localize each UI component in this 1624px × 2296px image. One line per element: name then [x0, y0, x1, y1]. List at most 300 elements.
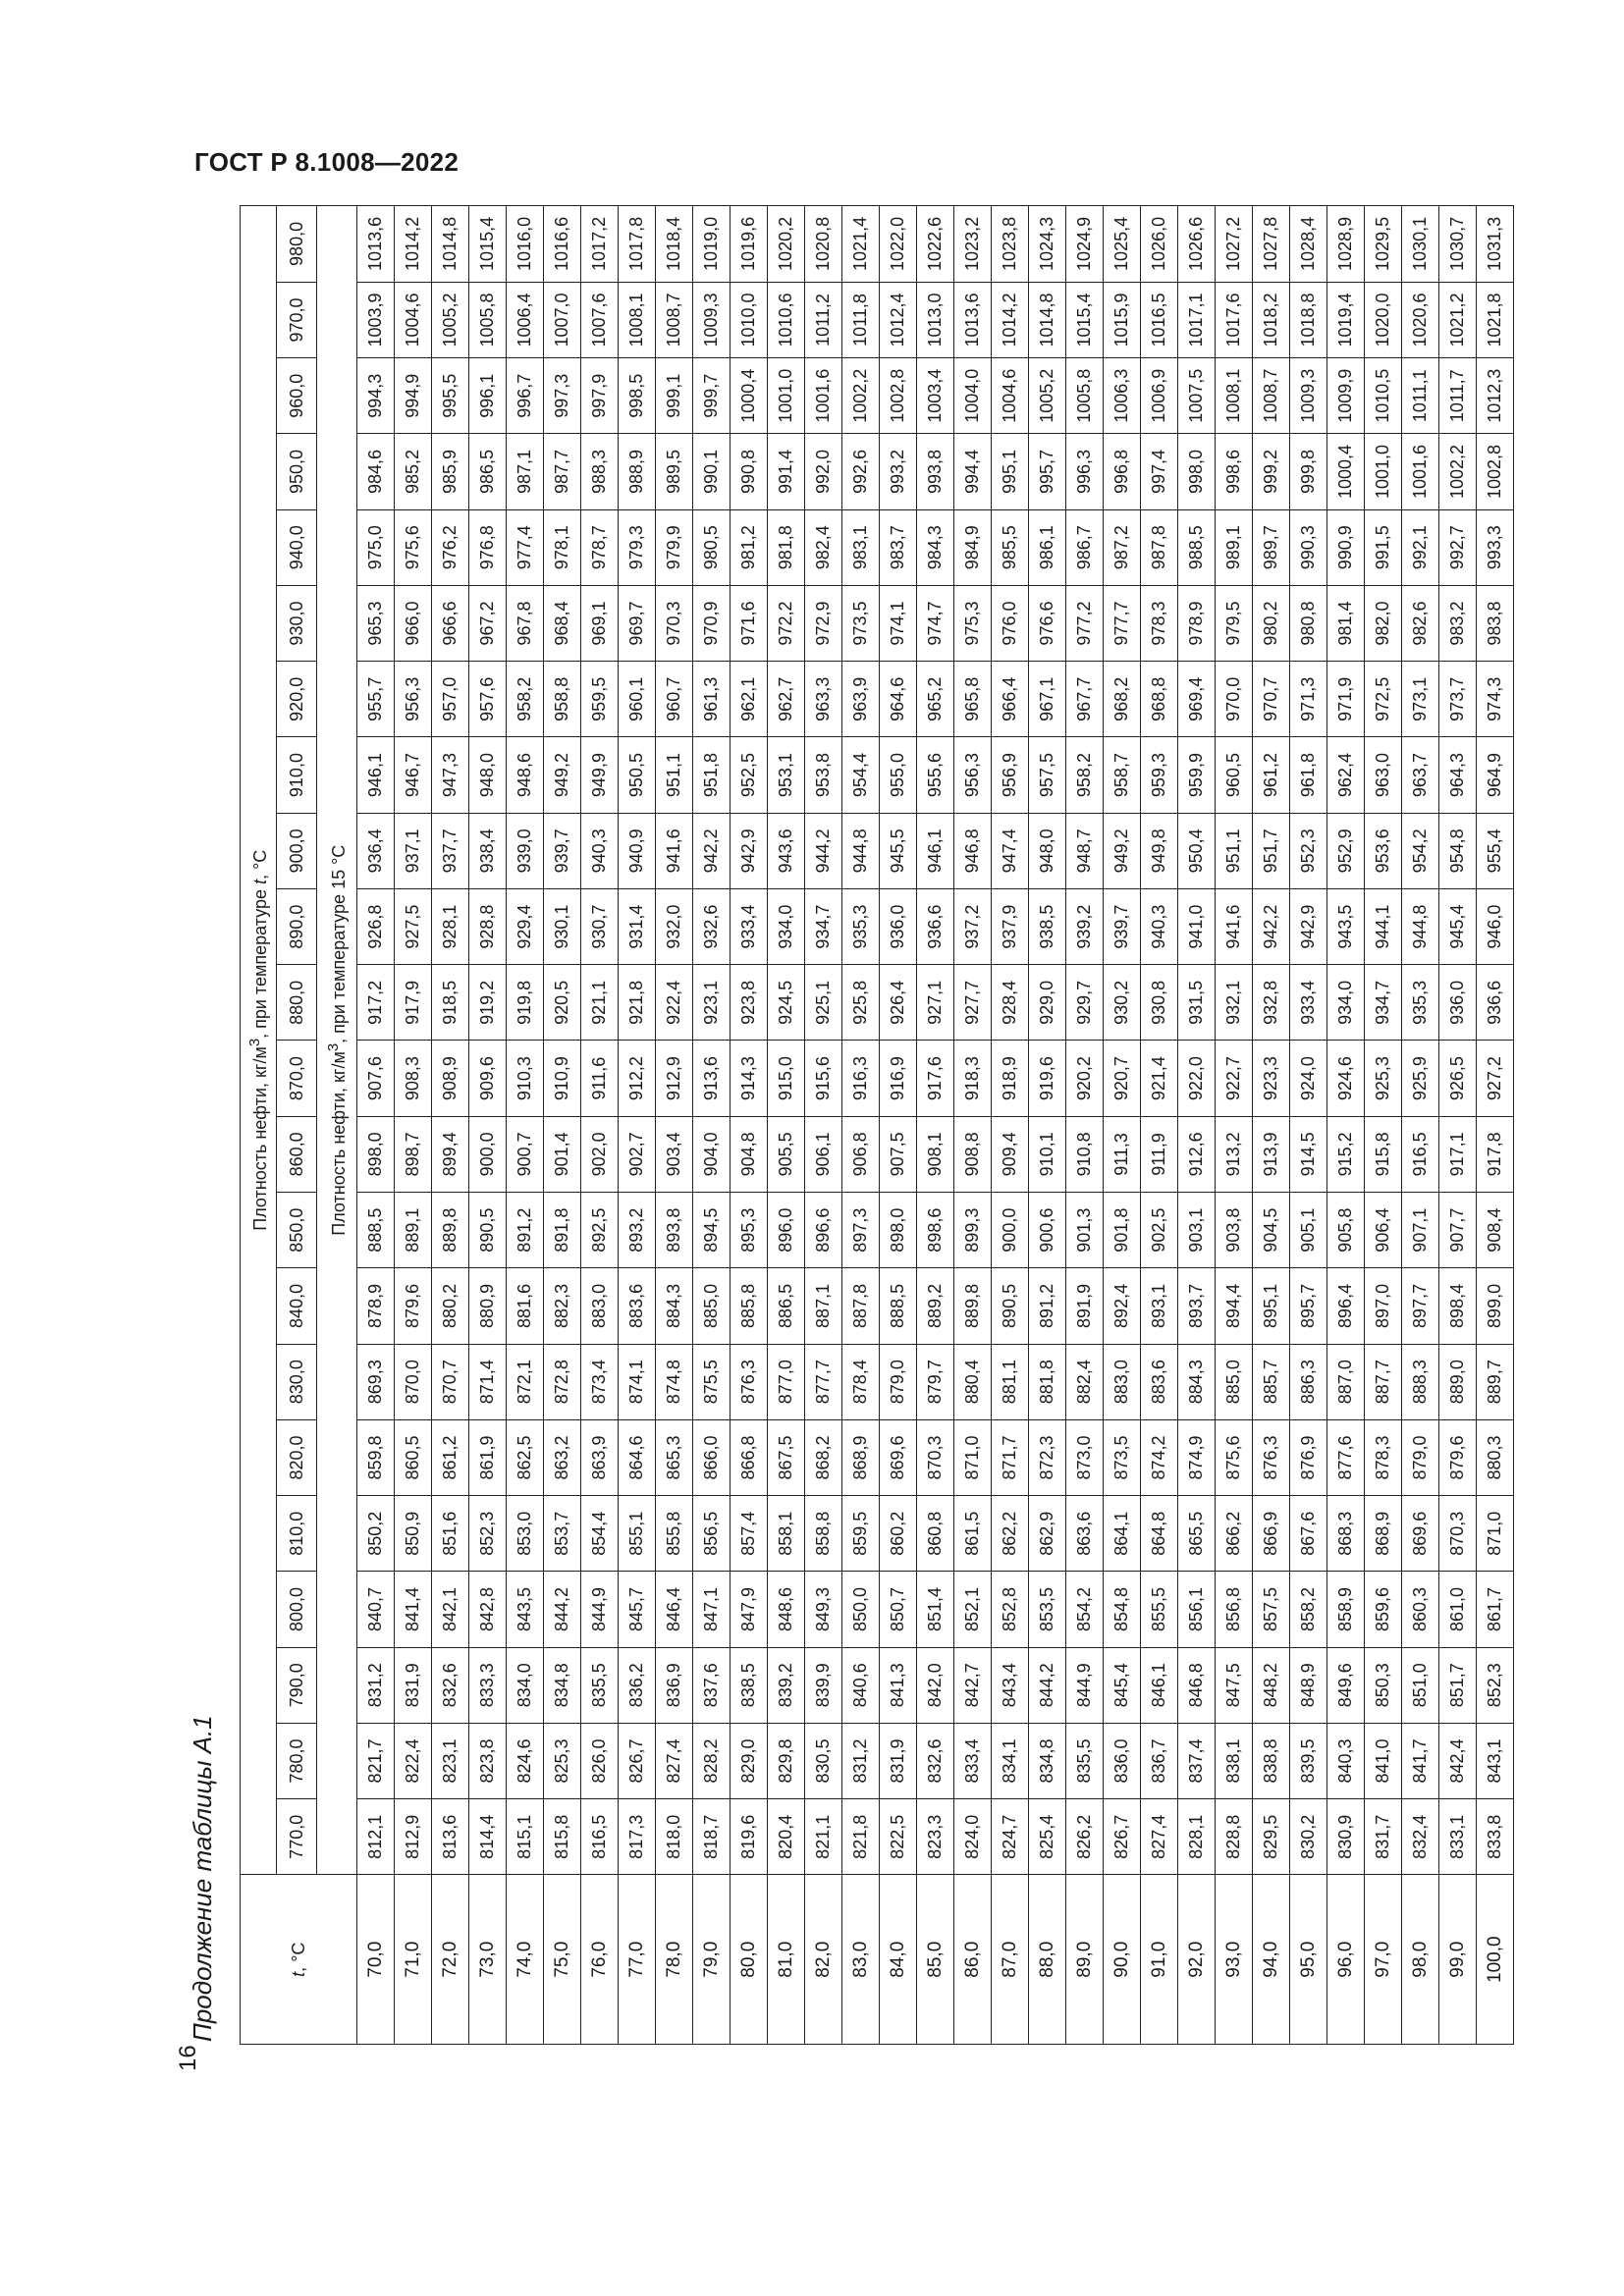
- density-column-header: 870,0: [277, 1041, 317, 1116]
- temperature-cell: 71,0: [395, 1875, 432, 2045]
- density-value-cell: 872,3: [1029, 1419, 1066, 1495]
- density-value-cell: 834,1: [992, 1723, 1029, 1798]
- density-value-cell: 1005,2: [432, 282, 469, 357]
- density-column-header: 770,0: [277, 1799, 317, 1875]
- density-value-cell: 905,8: [1327, 1193, 1365, 1268]
- density-column-header: 980,0: [277, 206, 317, 283]
- density-value-cell: 939,0: [507, 813, 544, 888]
- density-value-cell: 873,0: [1066, 1419, 1104, 1495]
- density-value-cell: 836,9: [656, 1647, 693, 1723]
- density-value-cell: 908,4: [1477, 1193, 1514, 1268]
- density-value-cell: 815,1: [507, 1799, 544, 1875]
- density-value-cell: 917,1: [1439, 1116, 1477, 1192]
- density-value-cell: 895,1: [1253, 1268, 1290, 1344]
- table-row: [1066, 206, 1104, 2045]
- table-caption: Продолжение таблицы А.1: [188, 1715, 217, 2042]
- density-value-cell: 977,2: [1066, 585, 1104, 661]
- density-value-cell: 829,5: [1253, 1799, 1290, 1875]
- density-value-cell: 874,1: [619, 1344, 656, 1419]
- density-value-cell: 990,3: [1290, 509, 1327, 585]
- density-value-cell: 1023,8: [992, 206, 1029, 283]
- density-value-cell: 997,9: [581, 358, 619, 434]
- density-value-cell: 1013,6: [954, 282, 992, 357]
- density-value-cell: 893,2: [619, 1193, 656, 1268]
- density-value-cell: 931,5: [1178, 965, 1216, 1041]
- density-value-cell: 879,7: [917, 1344, 954, 1419]
- density-value-cell: 1015,9: [1104, 282, 1141, 357]
- density-value-cell: 855,1: [619, 1496, 656, 1572]
- density-value-cell: 926,8: [357, 888, 395, 964]
- density-value-cell: 853,5: [1029, 1572, 1066, 1647]
- density-value-cell: 954,8: [1439, 813, 1477, 888]
- density-value-cell: 901,4: [544, 1116, 581, 1192]
- density-value-cell: 1006,9: [1141, 358, 1178, 434]
- density-value-cell: 1008,1: [1216, 358, 1253, 434]
- density-value-cell: 942,9: [1290, 888, 1327, 964]
- density-value-cell: 894,5: [693, 1193, 731, 1268]
- density-value-cell: 874,9: [1178, 1419, 1216, 1495]
- density-value-cell: 889,0: [1439, 1344, 1477, 1419]
- density-value-cell: 983,1: [842, 509, 880, 585]
- density-value-cell: 968,4: [544, 585, 581, 661]
- density-value-cell: 963,9: [842, 662, 880, 737]
- density-value-cell: 885,8: [731, 1268, 768, 1344]
- density-value-cell: 927,7: [954, 965, 992, 1041]
- density-value-cell: 882,4: [1066, 1344, 1104, 1419]
- density-value-cell: 970,3: [656, 585, 693, 661]
- density-value-cell: 937,1: [395, 813, 432, 888]
- density-value-cell: 885,7: [1253, 1344, 1290, 1419]
- density-value-cell: 907,5: [880, 1116, 917, 1192]
- table-row: [693, 206, 731, 2045]
- density-value-cell: 1011,1: [1402, 358, 1439, 434]
- density-value-cell: 959,3: [1141, 737, 1178, 813]
- density-value-cell: 851,0: [1402, 1647, 1439, 1723]
- density-value-cell: 999,7: [693, 358, 731, 434]
- document-header: ГОСТ Р 8.1008—2022: [194, 147, 460, 177]
- table-row: [619, 206, 656, 2045]
- density-value-cell: 942,2: [693, 813, 731, 888]
- density-value-cell: 941,0: [1178, 888, 1216, 964]
- density-value-cell: 826,7: [619, 1723, 656, 1798]
- density-value-cell: 989,5: [656, 434, 693, 509]
- density-value-cell: 965,2: [917, 662, 954, 737]
- density-value-cell: 873,5: [1104, 1419, 1141, 1495]
- density-value-cell: 1010,6: [768, 282, 805, 357]
- density-value-cell: 1002,8: [1477, 434, 1514, 509]
- density-value-cell: 836,7: [1141, 1723, 1178, 1798]
- density-value-cell: 906,4: [1365, 1193, 1402, 1268]
- density-value-cell: 923,8: [731, 965, 768, 1041]
- density-value-cell: 872,1: [507, 1344, 544, 1419]
- density-value-cell: 843,5: [507, 1572, 544, 1647]
- density-value-cell: 983,7: [880, 509, 917, 585]
- temperature-cell: 78,0: [656, 1875, 693, 2045]
- density-value-cell: 945,4: [1439, 888, 1477, 964]
- density-value-cell: 995,1: [992, 434, 1029, 509]
- density-value-cell: 912,6: [1178, 1116, 1216, 1192]
- density-value-cell: 944,8: [842, 813, 880, 888]
- density-value-cell: 953,1: [768, 737, 805, 813]
- table-row: [1141, 206, 1178, 2045]
- density-value-cell: 919,6: [1029, 1041, 1066, 1116]
- density-value-cell: 985,5: [992, 509, 1029, 585]
- density-value-cell: 976,8: [469, 509, 507, 585]
- density-value-cell: 1015,4: [1066, 282, 1104, 357]
- density-value-cell: 883,6: [1141, 1344, 1178, 1419]
- density-value-cell: 1023,2: [954, 206, 992, 283]
- density-value-cell: 877,6: [1327, 1419, 1365, 1495]
- density-value-cell: 861,2: [432, 1419, 469, 1495]
- density-value-cell: 1015,4: [469, 206, 507, 283]
- density-value-cell: 902,0: [581, 1116, 619, 1192]
- table-row: [656, 206, 693, 2045]
- density-value-cell: 898,4: [1439, 1268, 1477, 1344]
- density-value-cell: 1013,6: [357, 206, 395, 283]
- density-value-cell: 1024,9: [1066, 206, 1104, 283]
- density-value-cell: 916,5: [1402, 1116, 1439, 1192]
- density-value-cell: 917,6: [917, 1041, 954, 1116]
- density-value-cell: 983,8: [1477, 585, 1514, 661]
- density-value-cell: 1020,6: [1402, 282, 1439, 357]
- density-value-cell: 961,2: [1253, 737, 1290, 813]
- density-column-header: 820,0: [277, 1419, 317, 1495]
- density-value-cell: 852,1: [954, 1572, 992, 1647]
- density-value-cell: 897,3: [842, 1193, 880, 1268]
- density-value-cell: 979,3: [619, 509, 656, 585]
- density-value-cell: 939,7: [1104, 888, 1141, 964]
- density-value-cell: 844,2: [1029, 1647, 1066, 1723]
- density-value-cell: 949,9: [581, 737, 619, 813]
- density-value-cell: 970,9: [693, 585, 731, 661]
- density-value-cell: 869,6: [1402, 1496, 1439, 1572]
- temperature-cell: 83,0: [842, 1875, 880, 2045]
- density-value-cell: 890,5: [469, 1193, 507, 1268]
- temperature-cell: 88,0: [1029, 1875, 1066, 2045]
- density-value-cell: 982,6: [1402, 585, 1439, 661]
- density-value-cell: 924,6: [1327, 1041, 1365, 1116]
- density-value-cell: 966,6: [432, 585, 469, 661]
- density-value-cell: 842,8: [469, 1572, 507, 1647]
- density-value-cell: 987,1: [507, 434, 544, 509]
- density-value-cell: 981,4: [1327, 585, 1365, 661]
- table-row: [917, 206, 954, 2045]
- density-value-cell: 1019,6: [731, 206, 768, 283]
- density-value-cell: 925,3: [1365, 1041, 1402, 1116]
- density-value-cell: 951,1: [656, 737, 693, 813]
- density-value-cell: 976,6: [1029, 585, 1066, 661]
- table-row: [357, 206, 395, 2045]
- density-value-cell: 984,9: [954, 509, 992, 585]
- temperature-cell: 75,0: [544, 1875, 581, 2045]
- density-value-cell: 830,2: [1290, 1799, 1327, 1875]
- density-value-cell: 960,1: [619, 662, 656, 737]
- density-value-cell: 926,4: [880, 965, 917, 1041]
- density-value-cell: 847,9: [731, 1572, 768, 1647]
- density-value-cell: 849,3: [805, 1572, 842, 1647]
- density-value-cell: 969,7: [619, 585, 656, 661]
- table-body: [357, 206, 1514, 2045]
- density-value-cell: 909,4: [992, 1116, 1029, 1192]
- density-value-cell: 845,7: [619, 1572, 656, 1647]
- density-value-cell: 920,2: [1066, 1041, 1104, 1116]
- density-value-cell: 842,7: [954, 1647, 992, 1723]
- temperature-column-header: t, °C: [241, 1875, 357, 2045]
- density-value-cell: 1014,2: [395, 206, 432, 283]
- density-value-cell: 958,8: [544, 662, 581, 737]
- density-value-cell: 910,3: [507, 1041, 544, 1116]
- density-value-cell: 934,0: [1327, 965, 1365, 1041]
- density-value-cell: 981,2: [731, 509, 768, 585]
- density-value-cell: 942,2: [1253, 888, 1290, 964]
- temperature-cell: 74,0: [507, 1875, 544, 2045]
- density-value-cell: 840,3: [1327, 1723, 1365, 1798]
- density-value-cell: 818,7: [693, 1799, 731, 1875]
- density-value-cell: 878,3: [1365, 1419, 1402, 1495]
- density-value-cell: 870,3: [1439, 1496, 1477, 1572]
- density-value-cell: 880,3: [1477, 1419, 1514, 1495]
- density-value-cell: 946,7: [395, 737, 432, 813]
- density-value-cell: 995,7: [1029, 434, 1066, 509]
- density-value-cell: 989,1: [1216, 509, 1253, 585]
- density-value-cell: 981,8: [768, 509, 805, 585]
- table-row: [1216, 206, 1253, 2045]
- density-value-cell: 1021,8: [1477, 282, 1514, 357]
- density-value-cell: 1005,2: [1029, 358, 1066, 434]
- density-value-cell: 870,3: [917, 1419, 954, 1495]
- density-value-cell: 819,6: [731, 1799, 768, 1875]
- density-value-cell: 1016,6: [544, 206, 581, 283]
- density-value-cell: 901,3: [1066, 1193, 1104, 1268]
- density-value-cell: 1020,0: [1365, 282, 1402, 357]
- density-value-cell: 911,6: [581, 1041, 619, 1116]
- density-value-cell: 934,7: [805, 888, 842, 964]
- density-value-cell: 955,6: [917, 737, 954, 813]
- density-value-cell: 936,6: [917, 888, 954, 964]
- density-value-cell: 870,7: [432, 1344, 469, 1419]
- density-value-cell: 861,7: [1477, 1572, 1514, 1647]
- density-value-cell: 964,9: [1477, 737, 1514, 813]
- density-value-cell: 835,5: [581, 1647, 619, 1723]
- density-value-cell: 938,4: [469, 813, 507, 888]
- density-value-cell: 908,8: [954, 1116, 992, 1192]
- density-value-cell: 836,2: [619, 1647, 656, 1723]
- density-value-cell: 1022,6: [917, 206, 954, 283]
- temperature-cell: 72,0: [432, 1875, 469, 2045]
- density-value-cell: 889,1: [395, 1193, 432, 1268]
- density-value-cell: 838,1: [1216, 1723, 1253, 1798]
- density-value-cell: 918,3: [954, 1041, 992, 1116]
- density-value-cell: 862,9: [1029, 1496, 1066, 1572]
- density-value-cell: 946,1: [917, 813, 954, 888]
- density-value-cell: 899,4: [432, 1116, 469, 1192]
- density-value-cell: 993,2: [880, 434, 917, 509]
- density-column-header: 810,0: [277, 1496, 317, 1572]
- density-value-cell: 1001,6: [805, 358, 842, 434]
- density-column-header: 880,0: [277, 965, 317, 1041]
- density-value-cell: 812,1: [357, 1799, 395, 1875]
- density-value-cell: 883,6: [619, 1268, 656, 1344]
- density-value-cell: 832,6: [432, 1647, 469, 1723]
- density-value-cell: 941,6: [1216, 888, 1253, 964]
- density-value-cell: 936,0: [880, 888, 917, 964]
- density-value-cell: 941,6: [656, 813, 693, 888]
- density-value-cell: 831,2: [357, 1647, 395, 1723]
- density-value-cell: 938,5: [1029, 888, 1066, 964]
- density-value-cell: 940,3: [581, 813, 619, 888]
- density-value-cell: 982,4: [805, 509, 842, 585]
- density-value-cell: 830,5: [805, 1723, 842, 1798]
- density-value-cell: 882,3: [544, 1268, 581, 1344]
- density-value-cell: 851,7: [1439, 1647, 1477, 1723]
- density-value-cell: 937,9: [992, 888, 1029, 964]
- density-value-cell: 893,8: [656, 1193, 693, 1268]
- density-value-cell: 923,3: [1253, 1041, 1290, 1116]
- density-value-cell: 856,1: [1178, 1572, 1216, 1647]
- density-value-cell: 880,4: [954, 1344, 992, 1419]
- density-value-cell: 879,6: [1439, 1419, 1477, 1495]
- density-value-cell: 916,9: [880, 1041, 917, 1116]
- density-value-cell: 994,4: [954, 434, 992, 509]
- density-value-cell: 939,7: [544, 813, 581, 888]
- density-value-cell: 844,9: [1066, 1647, 1104, 1723]
- density-value-cell: 1014,2: [992, 282, 1029, 357]
- density-value-cell: 877,7: [805, 1344, 842, 1419]
- density-value-cell: 854,2: [1066, 1572, 1104, 1647]
- density-value-cell: 1007,0: [544, 282, 581, 357]
- table-row: [1104, 206, 1141, 2045]
- density-value-cell: 824,6: [507, 1723, 544, 1798]
- density-value-cell: 836,0: [1104, 1723, 1141, 1798]
- density-value-cell: 837,6: [693, 1647, 731, 1723]
- density-value-cell: 1017,1: [1178, 282, 1216, 357]
- density-value-cell: 958,2: [1066, 737, 1104, 813]
- density-value-cell: 889,7: [1477, 1344, 1514, 1419]
- density-value-cell: 859,6: [1365, 1572, 1402, 1647]
- density-column-header: 890,0: [277, 888, 317, 964]
- density-value-cell: 1002,2: [1439, 434, 1477, 509]
- density-value-cell: 984,3: [917, 509, 954, 585]
- density-value-cell: 913,2: [1216, 1116, 1253, 1192]
- density-value-cell: 1029,5: [1365, 206, 1402, 283]
- density-value-cell: 922,7: [1216, 1041, 1253, 1116]
- temperature-cell: 76,0: [581, 1875, 619, 2045]
- density-value-cell: 990,1: [693, 434, 731, 509]
- density-value-cell: 986,7: [1066, 509, 1104, 585]
- density-value-cell: 975,0: [357, 509, 395, 585]
- density-value-cell: 928,4: [992, 965, 1029, 1041]
- density-value-cell: 983,2: [1439, 585, 1477, 661]
- density-value-cell: 832,4: [1402, 1799, 1439, 1875]
- density-value-cell: 978,7: [581, 509, 619, 585]
- density-value-cell: 920,5: [544, 965, 581, 1041]
- density-value-cell: 833,3: [469, 1647, 507, 1723]
- density-value-cell: 842,0: [917, 1647, 954, 1723]
- density-value-cell: 858,9: [1327, 1572, 1365, 1647]
- density-value-cell: 967,2: [469, 585, 507, 661]
- density-value-cell: 936,0: [1439, 965, 1477, 1041]
- density-value-cell: 953,8: [805, 737, 842, 813]
- density-value-cell: 1011,2: [805, 282, 842, 357]
- density-value-cell: 967,7: [1066, 662, 1104, 737]
- density-value-cell: 942,9: [731, 813, 768, 888]
- density-value-cell: 825,3: [544, 1723, 581, 1798]
- temperature-cell: 98,0: [1402, 1875, 1439, 2045]
- density-value-cell: 971,6: [731, 585, 768, 661]
- density-value-cell: 821,7: [357, 1723, 395, 1798]
- temperature-cell: 93,0: [1216, 1875, 1253, 2045]
- density-value-cell: 919,8: [507, 965, 544, 1041]
- density-value-cell: 852,8: [992, 1572, 1029, 1647]
- density-value-cell: 999,8: [1290, 434, 1327, 509]
- density-value-cell: 868,9: [1365, 1496, 1402, 1572]
- density-value-cell: 866,0: [693, 1419, 731, 1495]
- page-number: 16: [175, 2045, 201, 2071]
- table-row: [1402, 206, 1439, 2045]
- density-value-cell: 898,0: [880, 1193, 917, 1268]
- density-value-cell: 961,3: [693, 662, 731, 737]
- density-value-cell: 907,6: [357, 1041, 395, 1116]
- density-value-cell: 831,9: [880, 1723, 917, 1798]
- density-value-cell: 904,5: [1253, 1193, 1290, 1268]
- density-value-cell: 1005,8: [469, 282, 507, 357]
- density-value-cell: 944,2: [805, 813, 842, 888]
- density-value-cell: 977,7: [1104, 585, 1141, 661]
- density-value-cell: 937,2: [954, 888, 992, 964]
- table-row: [1178, 206, 1216, 2045]
- density-value-cell: 826,2: [1066, 1799, 1104, 1875]
- density-value-cell: 994,3: [357, 358, 395, 434]
- density-value-cell: 1009,9: [1327, 358, 1365, 434]
- temperature-cell: 79,0: [693, 1875, 731, 2045]
- rotated-table-container: [240, 205, 1564, 2045]
- density-value-cell: 844,2: [544, 1572, 581, 1647]
- temperature-cell: 81,0: [768, 1875, 805, 2045]
- density-value-cell: 863,2: [544, 1419, 581, 1495]
- density-value-cell: 903,8: [1216, 1193, 1253, 1268]
- density-value-cell: 893,1: [1141, 1268, 1178, 1344]
- density-value-cell: 837,4: [1178, 1723, 1216, 1798]
- density-value-cell: 1008,7: [656, 282, 693, 357]
- density-value-cell: 858,2: [1290, 1572, 1327, 1647]
- density-value-cell: 832,6: [917, 1723, 954, 1798]
- density-value-cell: 991,5: [1365, 509, 1402, 585]
- density-value-cell: 862,2: [992, 1496, 1029, 1572]
- temperature-cell: 95,0: [1290, 1875, 1327, 2045]
- density-value-cell: 848,6: [768, 1572, 805, 1647]
- density-value-cell: 838,8: [1253, 1723, 1290, 1798]
- density-value-cell: 987,8: [1141, 509, 1178, 585]
- temperature-cell: 90,0: [1104, 1875, 1141, 2045]
- table-row: [1253, 206, 1290, 2045]
- density-value-cell: 861,0: [1439, 1572, 1477, 1647]
- density-value-cell: 951,8: [693, 737, 731, 813]
- density-value-cell: 985,9: [432, 434, 469, 509]
- density-value-cell: 856,5: [693, 1496, 731, 1572]
- density-value-cell: 948,6: [507, 737, 544, 813]
- density-value-cell: 861,9: [469, 1419, 507, 1495]
- density-column-header: 780,0: [277, 1723, 317, 1798]
- density-value-cell: 946,1: [357, 737, 395, 813]
- table-row: [1327, 206, 1365, 2045]
- density-value-cell: 893,7: [1178, 1268, 1216, 1344]
- density-value-cell: 949,8: [1141, 813, 1178, 888]
- density-value-cell: 867,5: [768, 1419, 805, 1495]
- density-value-cell: 922,0: [1178, 1041, 1216, 1116]
- table-row: [842, 206, 880, 2045]
- density-value-cell: 880,9: [469, 1268, 507, 1344]
- density-value-cell: 980,5: [693, 509, 731, 585]
